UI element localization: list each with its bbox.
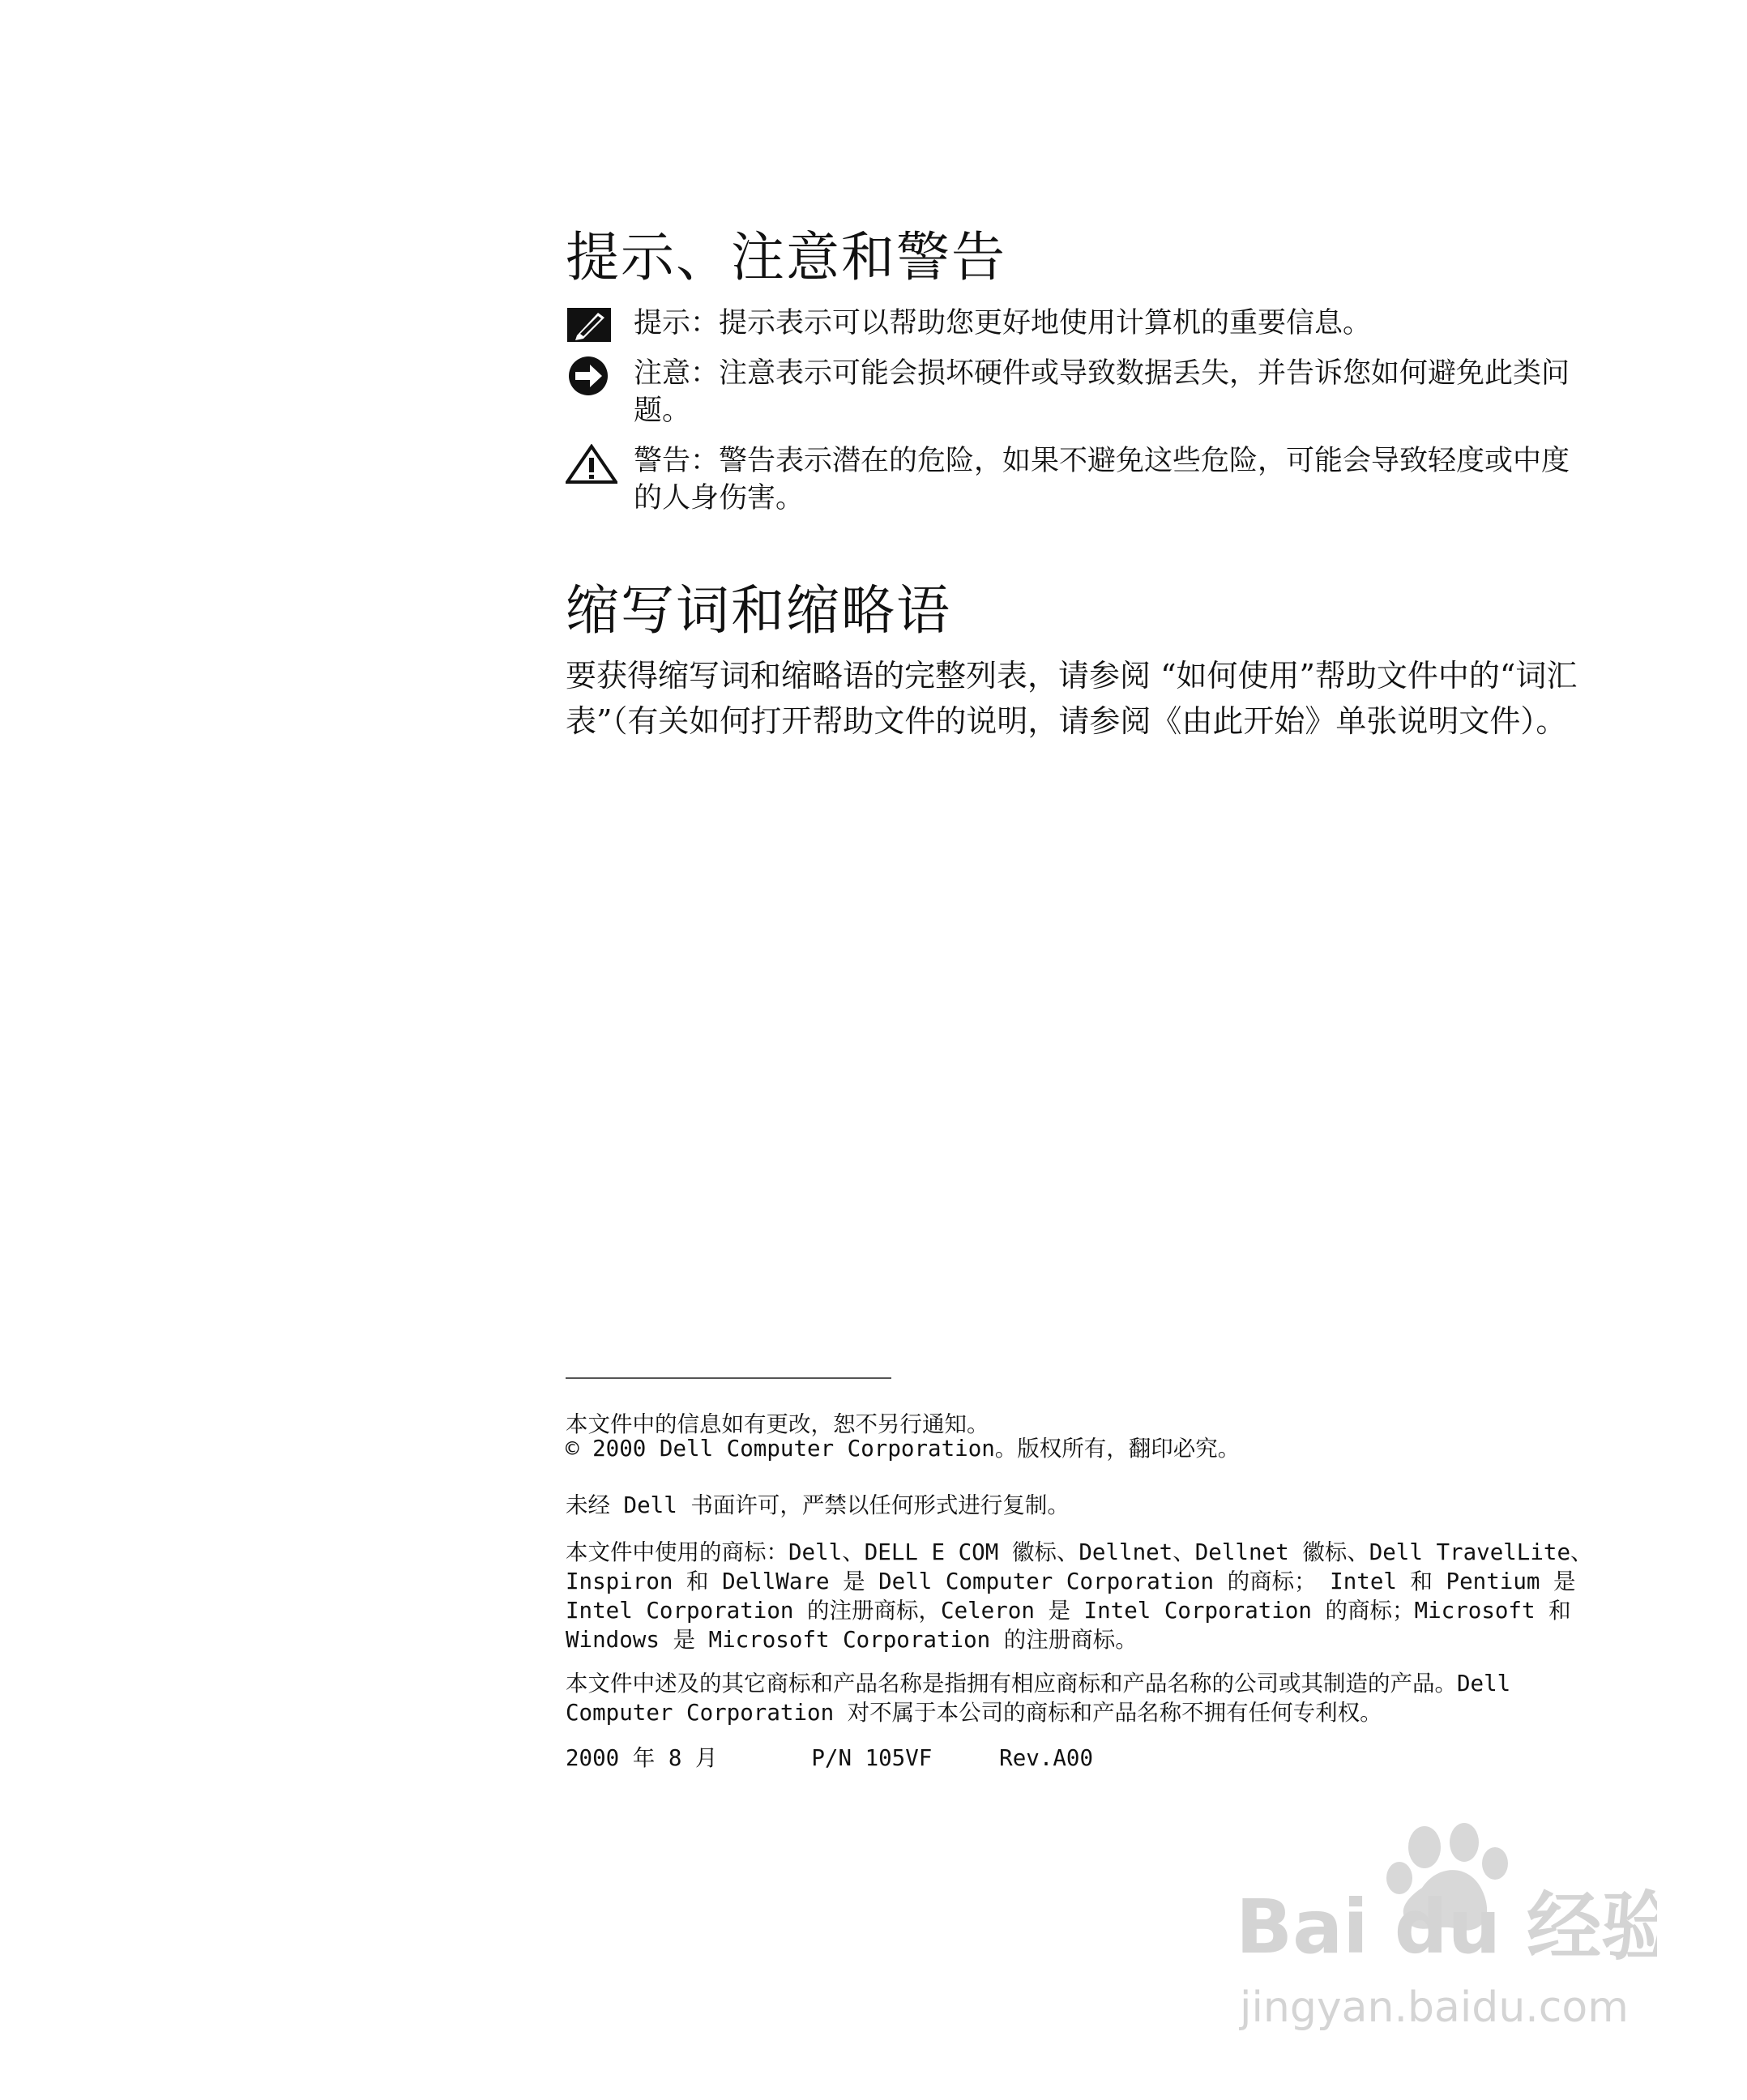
- note-label: 提示：: [634, 307, 720, 339]
- notice-arrow-icon: [566, 356, 617, 394]
- note-text: 注意表示可能会损坏硬件或导致数据丢失，并告诉您如何避免此类问题。: [634, 357, 1570, 427]
- abbreviations-paragraph: 要获得缩写词和缩略语的完整列表，请参阅 “如何使用”帮助文件中的“词汇表”（有关如何打开帮助文件的说明，请参阅《由此开始》单张说明文件）。: [566, 658, 1578, 739]
- note-tip: [566, 305, 1588, 344]
- note-text: 警告表示潜在的危险，如果不避免这些危险，可能会导致轻度或中度的人身伤害。: [634, 445, 1570, 514]
- footer-copyright: © 2000 Dell Computer Corporation。版权所有，翻印必究。: [566, 1436, 1241, 1462]
- note-label: 警告：: [634, 445, 720, 477]
- footer-notice: 本文件中的信息如有更改，恕不另行通知。: [566, 1411, 989, 1437]
- note-notice: [566, 355, 1588, 429]
- footer-part-number: 2000 年 8 月 P/N 105VF Rev.A00: [566, 1745, 1094, 1771]
- footer-other-trademarks: 本文件中述及的其它商标和产品名称是指拥有相应商标和产品名称的公司或其制造的产品。Dell Computer Corporation 对不属于本公司的商标和产品名称不拥有任何专利权。: [566, 1671, 1524, 1726]
- watermark-brand: Bai du 经验: [1236, 1884, 1657, 1970]
- note-label: 注意：: [634, 357, 720, 390]
- footer-divider: [566, 1377, 891, 1379]
- warning-triangle-icon: [566, 444, 617, 481]
- note-text: 提示表示可以帮助您更好地使用计算机的重要信息。: [719, 307, 1372, 339]
- note-warning: [566, 442, 1588, 517]
- note-pencil-icon: [566, 306, 617, 344]
- watermark-url: jingyan.baidu.com: [1240, 1983, 1629, 2032]
- baidu-watermark: [1236, 1815, 1657, 2042]
- footer-trademarks: 本文件中使用的商标：Dell、DELL E COM 徽标、Dellnet、Dellnet 徽标、Dell TravelLite、Inspiron 和 DellWare 是 Dell Computer Corporation 的商标； Intel 和 Pentium 是 Intel Corporation 的注册商标，Celeron 是 Intel Corporation 的商标；Microsoft 和 Windows 是 Microsoft Corporation 的注册商标。: [566, 1539, 1593, 1653]
- section-title-abbreviations: 缩写词和缩略语: [566, 579, 951, 642]
- baidu-paw-logo-icon: [1236, 1815, 1657, 2042]
- footer-reproduction: 未经 Dell 书面许可，严禁以任何形式进行复制。: [566, 1492, 1070, 1518]
- section-title-notices: 提示、注意和警告: [566, 226, 1006, 288]
